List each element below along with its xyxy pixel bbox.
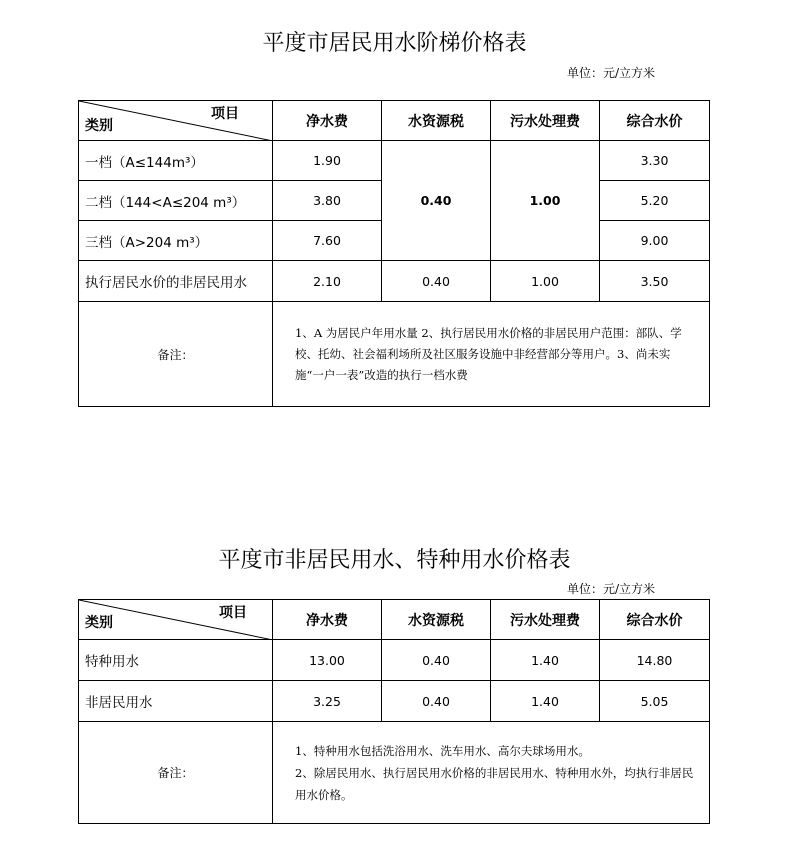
header-resource-tax: 水资源税 [382,600,491,640]
note-label: 备注： [79,722,273,824]
header-total: 综合水价 [600,101,710,141]
table1-title: 平度市居民用水阶梯价格表 [262,31,527,56]
row-total: 3.30 [600,141,710,181]
row-total: 3.50 [600,261,710,302]
header-category-label: 类别 [85,118,113,134]
row-resource-tax: 0.40 [382,261,491,302]
row-total: 14.80 [600,640,710,681]
row-resource-tax: 0.40 [382,681,491,722]
table1 [78,100,710,407]
row-category: 执行居民水价的非居民用水 [79,261,273,302]
header-item-label: 项目 [219,605,247,621]
row-net-water: 2.10 [273,261,382,302]
table-row [79,141,710,181]
row-sewage: 1.40 [491,681,600,722]
row-category: 特种用水 [79,640,273,681]
table2-diagonal-header [79,600,273,640]
row-sewage: 1.40 [491,640,600,681]
header-resource-tax: 水资源税 [382,101,491,141]
note-paragraph: 1、A 为居民户年用水量 2、执行居民用水价格的非居民用户范围：部队、学校、托幼、社会福利场所及社区服务设施中非经营部分等用户。3、尚未实施“一户一表”改造的执行一档水费 [295,325,682,382]
row-category: 二档（144<A≤204 m³） [79,181,273,221]
note-label: 备注： [79,302,273,407]
row-net-water: 13.00 [273,640,382,681]
table-row [79,681,710,722]
table-row [79,261,710,302]
table1-unit: 单位：元/立方米 [567,66,656,80]
row-total: 5.20 [600,181,710,221]
table2 [78,599,710,824]
header-total: 综合水价 [600,600,710,640]
note-text [273,722,710,824]
table1-note-row [79,302,710,407]
row-total: 9.00 [600,221,710,261]
row-category: 非居民用水 [79,681,273,722]
merged-sewage: 1.00 [491,141,600,261]
row-net-water: 1.90 [273,141,382,181]
table2-unit: 单位：元/立方米 [567,582,656,596]
note-text [273,302,710,407]
header-item-label: 项目 [211,106,239,122]
row-total: 5.05 [600,681,710,722]
header-category-label: 类别 [85,615,113,631]
table2-header-row [79,600,710,640]
note-line-2: 2、除居民用水、执行居民用水价格的非居民用水、特种用水外，均执行非居民用水价格。 [295,765,694,802]
row-sewage: 1.00 [491,261,600,302]
row-net-water: 3.25 [273,681,382,722]
table1-header-row [79,101,710,141]
header-net-water: 净水费 [273,600,382,640]
row-category: 三档（A>204 m³） [79,221,273,261]
note-line-1: 1、特种用水包括洗浴用水、洗车用水、高尔夫球场用水。 [295,743,590,758]
table1-diagonal-header [79,101,273,141]
row-net-water: 7.60 [273,221,382,261]
header-net-water: 净水费 [273,101,382,141]
header-sewage: 污水处理费 [491,101,600,141]
row-resource-tax: 0.40 [382,640,491,681]
table2-title: 平度市非居民用水、特种用水价格表 [218,548,571,573]
header-sewage: 污水处理费 [491,600,600,640]
row-net-water: 3.80 [273,181,382,221]
row-category: 一档（A≤144m³） [79,141,273,181]
table-row [79,640,710,681]
merged-resource-tax: 0.40 [382,141,491,261]
table2-note-row [79,722,710,824]
